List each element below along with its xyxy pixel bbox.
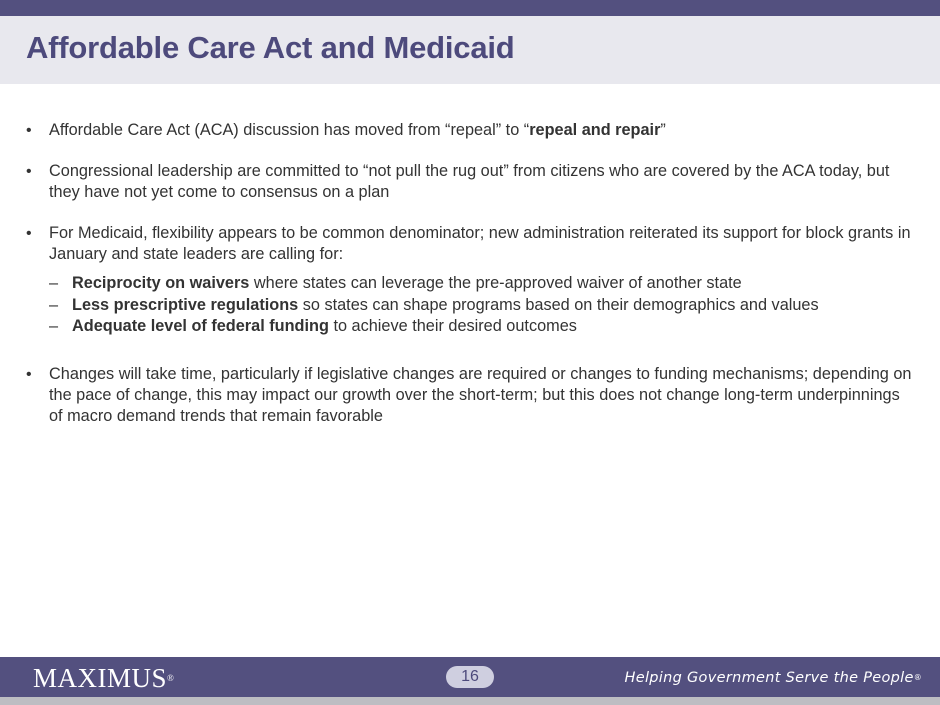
sub-bullet-dash: – — [49, 295, 59, 314]
bullet-text: Affordable Care Act (ACA) discussion has moved from “repeal” to “repeal and repair” — [49, 121, 666, 139]
sub-bullet-item: – Less prescriptive regulations so states can shape programs based on their demographics and values — [26, 295, 916, 317]
footer-strip — [0, 697, 940, 705]
bullet-item — [26, 223, 916, 265]
top-accent-bar — [0, 0, 940, 16]
bullet-item — [26, 120, 916, 141]
slide-body — [26, 120, 916, 427]
sub-bullet-list — [26, 273, 916, 338]
bullet-text: Changes will take time, particularly if legislative changes are required or changes to funding mechanisms; depending on the pace of change, this may impact our growth over the short-term; but this does not change long-term underpinnings of macro demand trends that remain favorable — [49, 364, 912, 425]
bullet-item — [26, 161, 916, 203]
page-number: 16 — [446, 666, 494, 688]
sub-bullet-dash: – — [49, 317, 59, 335]
bullet-text: Congressional leadership are committed to “not pull the rug out” from citizens who are covered by the ACA today, but they have not yet come to consensus on a plan — [49, 162, 890, 201]
maximus-logo: MAXIMUS® — [33, 663, 175, 693]
sub-bullet-dash: – — [49, 274, 59, 292]
bullet-item — [26, 364, 916, 427]
slide-title: Affordable Care Act and Medicaid — [26, 30, 515, 65]
sub-bullet-item: – Reciprocity on waivers where states can leverage the pre-approved waiver of another state — [26, 273, 916, 295]
bullet-dot: • — [26, 122, 32, 139]
bullet-dot: • — [26, 365, 32, 383]
sub-bullet-item: – Adequate level of federal funding to achieve their desired outcomes — [26, 316, 916, 338]
bullet-text: For Medicaid, flexibility appears to be common denominator; new administration reiterated its support for block grants in January and state leaders are calling for: — [49, 224, 911, 263]
footer-tagline: Helping Government Serve the People® — [624, 670, 922, 686]
bullet-dot: • — [26, 163, 32, 180]
bullet-dot: • — [26, 225, 32, 242]
